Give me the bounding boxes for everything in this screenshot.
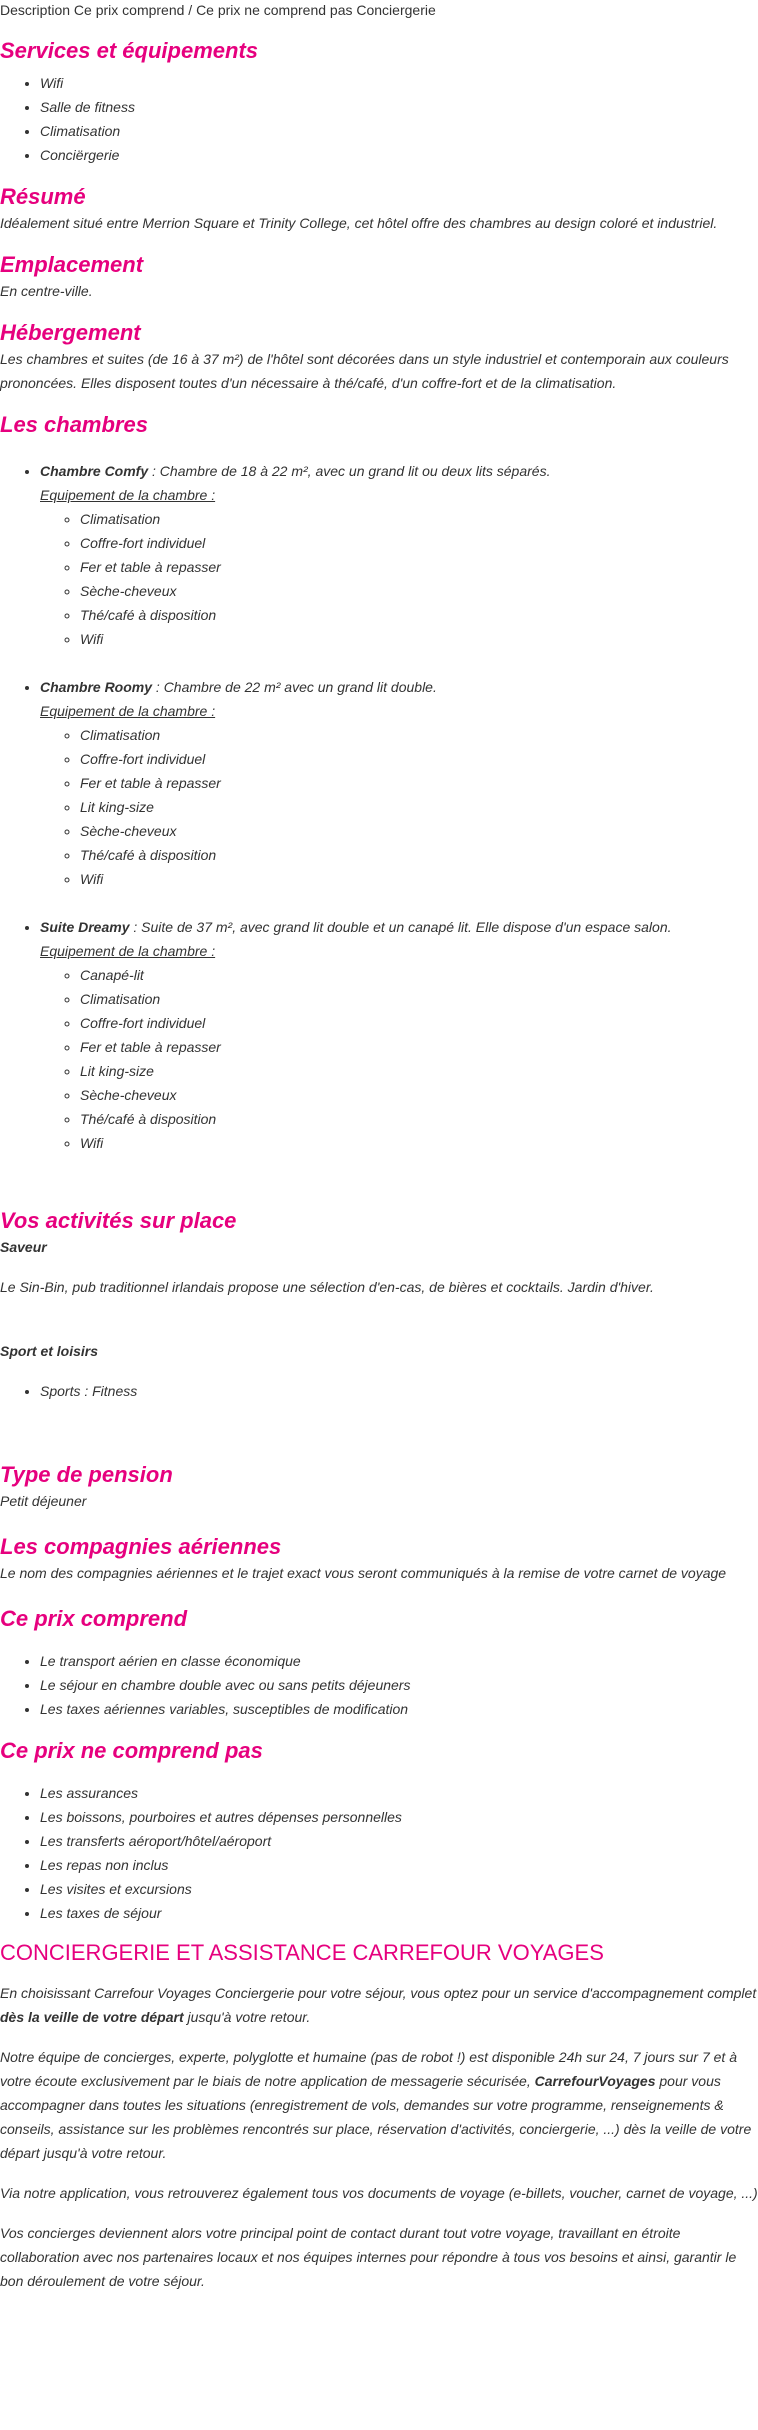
list-item: • Conciërgerie [40,143,758,167]
rooms-list [0,459,758,1155]
list-item: • Les assurances [40,1781,758,1805]
list-item: ◦ Climatisation [80,507,758,531]
list-item: ◦ Climatisation [80,987,758,1011]
list-item: ◦ Thé/café à disposition [80,1107,758,1131]
room-name: Chambre Roomy [40,679,153,695]
activites-title: Vos activités sur place [0,1208,237,1233]
saveur-title: Saveur [0,1239,47,1255]
hebergement-text: Les chambres et suites (de 16 à 37 m²) de l'hôtel sont décorées dans un style industriel et contemporain aux couleurs prononcées. Elles disposent toutes d'un nécessaire à thé/café, d'un coffre-fort et de la climatisation. [0,351,729,391]
sport-title: Sport et loisirs [0,1343,99,1359]
room-item [40,459,758,675]
list-item: • Climatisation [40,119,758,143]
list-item: • Les transferts aéroport/hôtel/aéroport [40,1829,758,1853]
room-desc: : Chambre de 18 à 22 m², avec un grand lit ou deux lits séparés. [148,463,551,479]
list-item: ◦ Fer et table à repasser [80,555,758,579]
emplacement-title: Emplacement [0,252,144,277]
equipment-list [40,507,758,651]
text-run-bold: dès la veille de votre départ [0,2009,184,2025]
list-item: ◦ Lit king-size [80,1059,758,1083]
list-item: • Le séjour en chambre double avec ou sans petits déjeuners [40,1673,758,1697]
room-name: Suite Dreamy [40,919,130,935]
list-item: ◦ Coffre-fort individuel [80,531,758,555]
list-item: ◦ Sèche-cheveux [80,819,758,843]
list-item: • Les taxes aériennes variables, susceptibles de modification [40,1697,758,1721]
conciergerie-title: CONCIERGERIE ET ASSISTANCE CARREFOUR VOYAGES [0,1940,604,1965]
list-item: ◦ Sèche-cheveux [80,1083,758,1107]
equipment-label: Equipement de la chambre : [40,943,216,959]
equipment-label: Equipement de la chambre : [40,703,216,719]
room-desc: : Chambre de 22 m² avec un grand lit double. [152,679,437,695]
list-item: • Les repas non inclus [40,1853,758,1877]
prix-ne-comprend-title: Ce prix ne comprend pas [0,1738,263,1763]
text-run: En choisissant Carrefour Voyages Conciergerie pour votre séjour, vous optez pour un service d'accompagnement complet [0,1985,757,2001]
prix-ne-comprend-list [0,1781,758,1925]
list-item: • Les visites et excursions [40,1877,758,1901]
prix-comprend-list [0,1649,758,1721]
sport-list [0,1379,758,1403]
resume-text: Idéalement situé entre Merrion Square et Trinity College, cet hôtel offre des chambres au design coloré et industriel. [0,215,718,231]
conciergerie-p3: Via notre application, vous retrouverez également tous vos documents de voyage (e-billets, voucher, carnet de voyage, ...) [0,2185,758,2201]
list-item: • Sports : Fitness [40,1379,758,1403]
list-item: ◦ Coffre-fort individuel [80,1011,758,1035]
conciergerie-p2 [0,2045,758,2165]
saveur-text: Le Sin-Bin, pub traditionnel irlandais propose une sélection d'en-cas, de bières et cocktails. Jardin d'hiver. [0,1279,654,1295]
room-item [40,675,758,915]
services-list [0,71,758,167]
equipment-label: Equipement de la chambre : [40,487,216,503]
room-desc: : Suite de 37 m², avec grand lit double et un canapé lit. Elle dispose d'un espace salon. [129,919,672,935]
list-item: • Le transport aérien en classe économique [40,1649,758,1673]
list-item: ◦ Coffre-fort individuel [80,747,758,771]
hebergement-title: Hébergement [0,320,141,345]
list-item: ◦ Canapé-lit [80,963,758,987]
list-item: ◦ Wifi [80,1131,758,1155]
text-run: pour vous accompagner dans toutes les situations (enregistrement de vols, demandes sur votre programme, renseignements & conseils, assistance sur les problèmes rencontrés sur place, réservation d'activités, conciergerie, ...) dès la veille de votre départ jusqu'à votre retour. [0,2073,752,2161]
tabs-line: Description Ce prix comprend / Ce prix ne comprend pas Conciergerie [0,2,436,18]
list-item: ◦ Wifi [80,627,758,651]
list-item: • Les boissons, pourboires et autres dépenses personnelles [40,1805,758,1829]
list-item: • Les taxes de séjour [40,1901,758,1925]
conciergerie-p4: Vos concierges deviennent alors votre principal point de contact durant tout votre voyage, travaillant en étroite collaboration avec nos partenaires locaux et nos équipes internes pour répondre à tous vos besoins et ainsi, garantir le bon déroulement de votre séjour. [0,2225,737,2289]
compagnies-title: Les compagnies aériennes [0,1534,282,1559]
text-run-bold: CarrefourVoyages [534,2073,656,2089]
list-item: ◦ Lit king-size [80,795,758,819]
list-item: ◦ Thé/café à disposition [80,843,758,867]
equipment-list [40,963,758,1155]
list-item: ◦ Climatisation [80,723,758,747]
compagnies-text: Le nom des compagnies aériennes et le trajet exact vous seront communiqués à la remise de votre carnet de voyage [0,1565,727,1581]
list-item: ◦ Thé/café à disposition [80,603,758,627]
pension-title: Type de pension [0,1462,173,1487]
room-name: Chambre Comfy [40,463,149,479]
resume-title: Résumé [0,184,86,209]
list-item: • Wifi [40,71,758,95]
equipment-list [40,723,758,891]
list-item: ◦ Sèche-cheveux [80,579,758,603]
chambres-title: Les chambres [0,412,148,437]
emplacement-text: En centre-ville. [0,283,93,299]
list-item: ◦ Wifi [80,867,758,891]
list-item: • Salle de fitness [40,95,758,119]
list-item: ◦ Fer et table à repasser [80,1035,758,1059]
services-title: Services et équipements [0,38,259,63]
conciergerie-p1 [0,1981,758,2029]
pension-text: Petit déjeuner [0,1493,87,1509]
room-item [40,915,758,1155]
text-run: jusqu'à votre retour. [183,2009,311,2025]
text-run: Notre équipe de concierges, experte, polyglotte et humaine (pas de robot !) est disponible 24h sur 24, 7 jours sur 7 et à votre écoute exclusivement par le biais de notre application de messagerie sécurisée, [0,2049,737,2089]
prix-comprend-title: Ce prix comprend [0,1606,188,1631]
list-item: ◦ Fer et table à repasser [80,771,758,795]
